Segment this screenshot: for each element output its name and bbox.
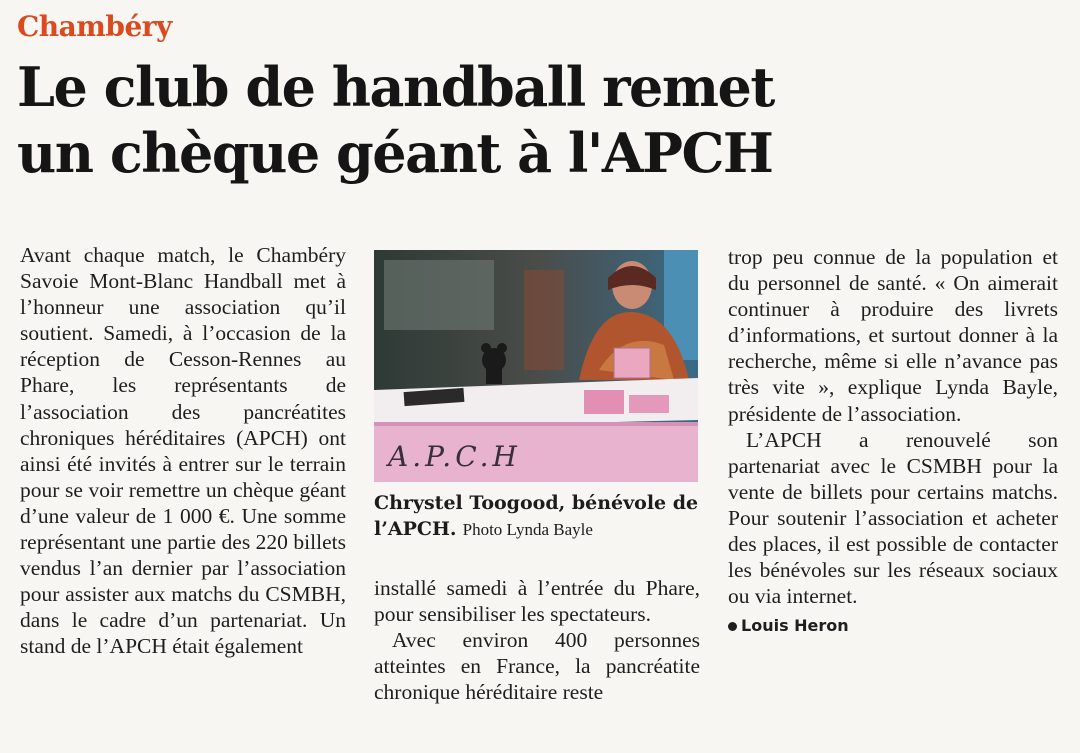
photo-credit: Photo Lynda Bayle [462, 520, 593, 539]
headline-line-2: un chèque géant à l'APCH [17, 121, 773, 185]
caption-title: Chrystel Toogood, bénévole de l’APCH. [374, 492, 699, 540]
author-signature [728, 613, 1058, 639]
section-kicker: Chambéry [17, 10, 172, 43]
photo-banner-text: A.P.C.H [388, 440, 521, 473]
paragraph: L’APCH a renouvelé son partenariat avec le CSMBH pour la vente de billets pour certains matchs. Pour soutenir l’association et acheter des places, il est possible de contacter les bénévoles sur les réseaux sociaux ou via internet. [728, 427, 1058, 609]
photo-caption [374, 490, 704, 543]
paragraph: Avant chaque match, le Chambéry Savoie Mont-Blanc Handball met à l’honneur une association qu’il soutient. Samedi, à l’occasion de la réception de Cesson-Rennes au Phare, les représentants de l’association des pancréatites chroniques héréditaires (APCH) ont ainsi été invités à entrer sur le terrain pour se voir remettre un chèque géant d’une valeur de 1 000 €. Une somme représentant une partie des 220 billets vendus l’an dernier par l’association pour assister aux matchs du CSMBH, dans le cadre d’un partenariat. Un stand de l’APCH était également [20, 243, 346, 659]
article-column-2 [374, 575, 700, 705]
article-photo [374, 250, 698, 482]
bullet-icon [728, 622, 737, 631]
headline-line-1: Le club de handball remet [17, 55, 774, 119]
article-column-3 [728, 244, 1058, 639]
author-name: Louis Heron [741, 616, 849, 636]
paragraph: installé samedi à l’entrée du Phare, pour sensibiliser les spectateurs. [374, 576, 700, 627]
article-column-1 [20, 242, 346, 660]
paragraph: Avec environ 400 personnes atteintes en France, la pancréatite chronique héréditaire reste [374, 628, 700, 705]
paragraph: trop peu connue de la population et du personnel de santé. « On aimerait continuer à produire des livrets d’informations, et surtout donner à la recherche, même si elle n’avance pas très vite », explique Lynda Bayle, présidente de l’association. [728, 245, 1058, 426]
headline [17, 54, 1057, 186]
